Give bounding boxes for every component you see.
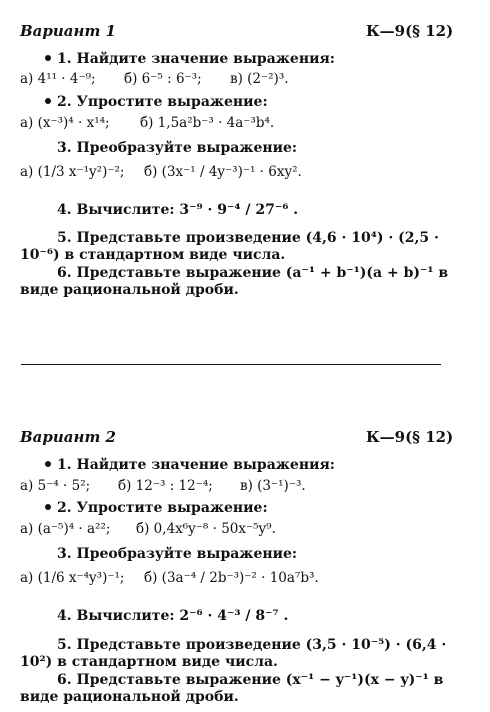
v2-task-3: 3. Преобразуйте выражение:	[57, 546, 298, 562]
v1-task-2b: б) 1,5a²b⁻³ · 4a⁻³b⁴.	[140, 115, 275, 131]
v1-task-1c: в) (2⁻²)³.	[230, 71, 289, 87]
bullet-icon	[45, 461, 51, 467]
v1-task-4: 4. Вычислите: 3⁻⁹ · 9⁻⁴ / 27⁻⁶ .	[57, 202, 299, 218]
v2-task-2a: а) (a⁻⁵)⁴ · a²²;	[20, 521, 111, 537]
v1-task-1a: а) 4¹¹ · 4⁻⁹;	[20, 71, 96, 87]
v2-task-1-text: 1. Найдите значение выражения:	[57, 457, 335, 473]
variant-2-title: Вариант 2	[20, 428, 116, 446]
bullet-icon	[45, 55, 51, 61]
v2-task-2-text: 2. Упростите выражение:	[57, 500, 268, 516]
v1-task-2-text: 2. Упростите выражение:	[57, 94, 268, 110]
v2-task-6: 6. Представьте выражение (x⁻¹ − y⁻¹)(x − y)⁻¹ в виде рациональной дроби.	[20, 672, 444, 705]
v1-task-1b: б) 6⁻⁵ : 6⁻³;	[124, 71, 202, 87]
v1-task-5: 5. Представьте произведение (4,6 · 10⁴) · (2,5 · 10⁻⁶) в стандартном виде числа.	[20, 230, 439, 263]
v1-task-3: 3. Преобразуйте выражение:	[57, 140, 298, 156]
v1-task-1	[45, 52, 335, 66]
v2-task-4: 4. Вычислите: 2⁻⁶ · 4⁻³ / 8⁻⁷ .	[57, 608, 289, 624]
bullet-icon	[45, 504, 51, 510]
v1-task-1-text: 1. Найдите значение выражения:	[57, 51, 335, 67]
v1-task-2	[45, 95, 268, 109]
v1-task-3a: а) (1/3 x⁻¹y²)⁻²;	[20, 164, 125, 180]
divider-line	[21, 364, 441, 365]
v2-task-2b: б) 0,4x⁶y⁻⁸ · 50x⁻⁵y⁹.	[136, 521, 276, 537]
v2-task-3a: а) (1/6 x⁻⁴y³)⁻¹;	[20, 570, 125, 586]
v2-task-2	[45, 501, 268, 515]
v2-task-1b: б) 12⁻³ : 12⁻⁴;	[118, 478, 213, 494]
variant-2-code: К—9(§ 12)	[366, 428, 454, 446]
v1-task-2a: а) (x⁻³)⁴ · x¹⁴;	[20, 115, 110, 131]
v2-task-5: 5. Представьте произведение (3,5 · 10⁻⁵) · (6,4 · 10²) в стандартном виде числа.	[20, 637, 447, 670]
v2-task-3b: б) (3a⁻⁴ / 2b⁻³)⁻² · 10a⁷b³.	[144, 570, 319, 586]
bullet-icon	[45, 98, 51, 104]
v2-task-1	[45, 458, 335, 472]
variant-1-title: Вариант 1	[20, 22, 116, 40]
v2-task-1c: в) (3⁻¹)⁻³.	[240, 478, 306, 494]
v2-task-1a: а) 5⁻⁴ · 5²;	[20, 478, 91, 494]
v1-task-3b: б) (3x⁻¹ / 4y⁻³)⁻¹ · 6xy².	[144, 164, 302, 180]
variant-1-code: К—9(§ 12)	[366, 22, 454, 40]
v1-task-6: 6. Представьте выражение (a⁻¹ + b⁻¹)(a + b)⁻¹ в виде рациональной дроби.	[20, 265, 449, 298]
